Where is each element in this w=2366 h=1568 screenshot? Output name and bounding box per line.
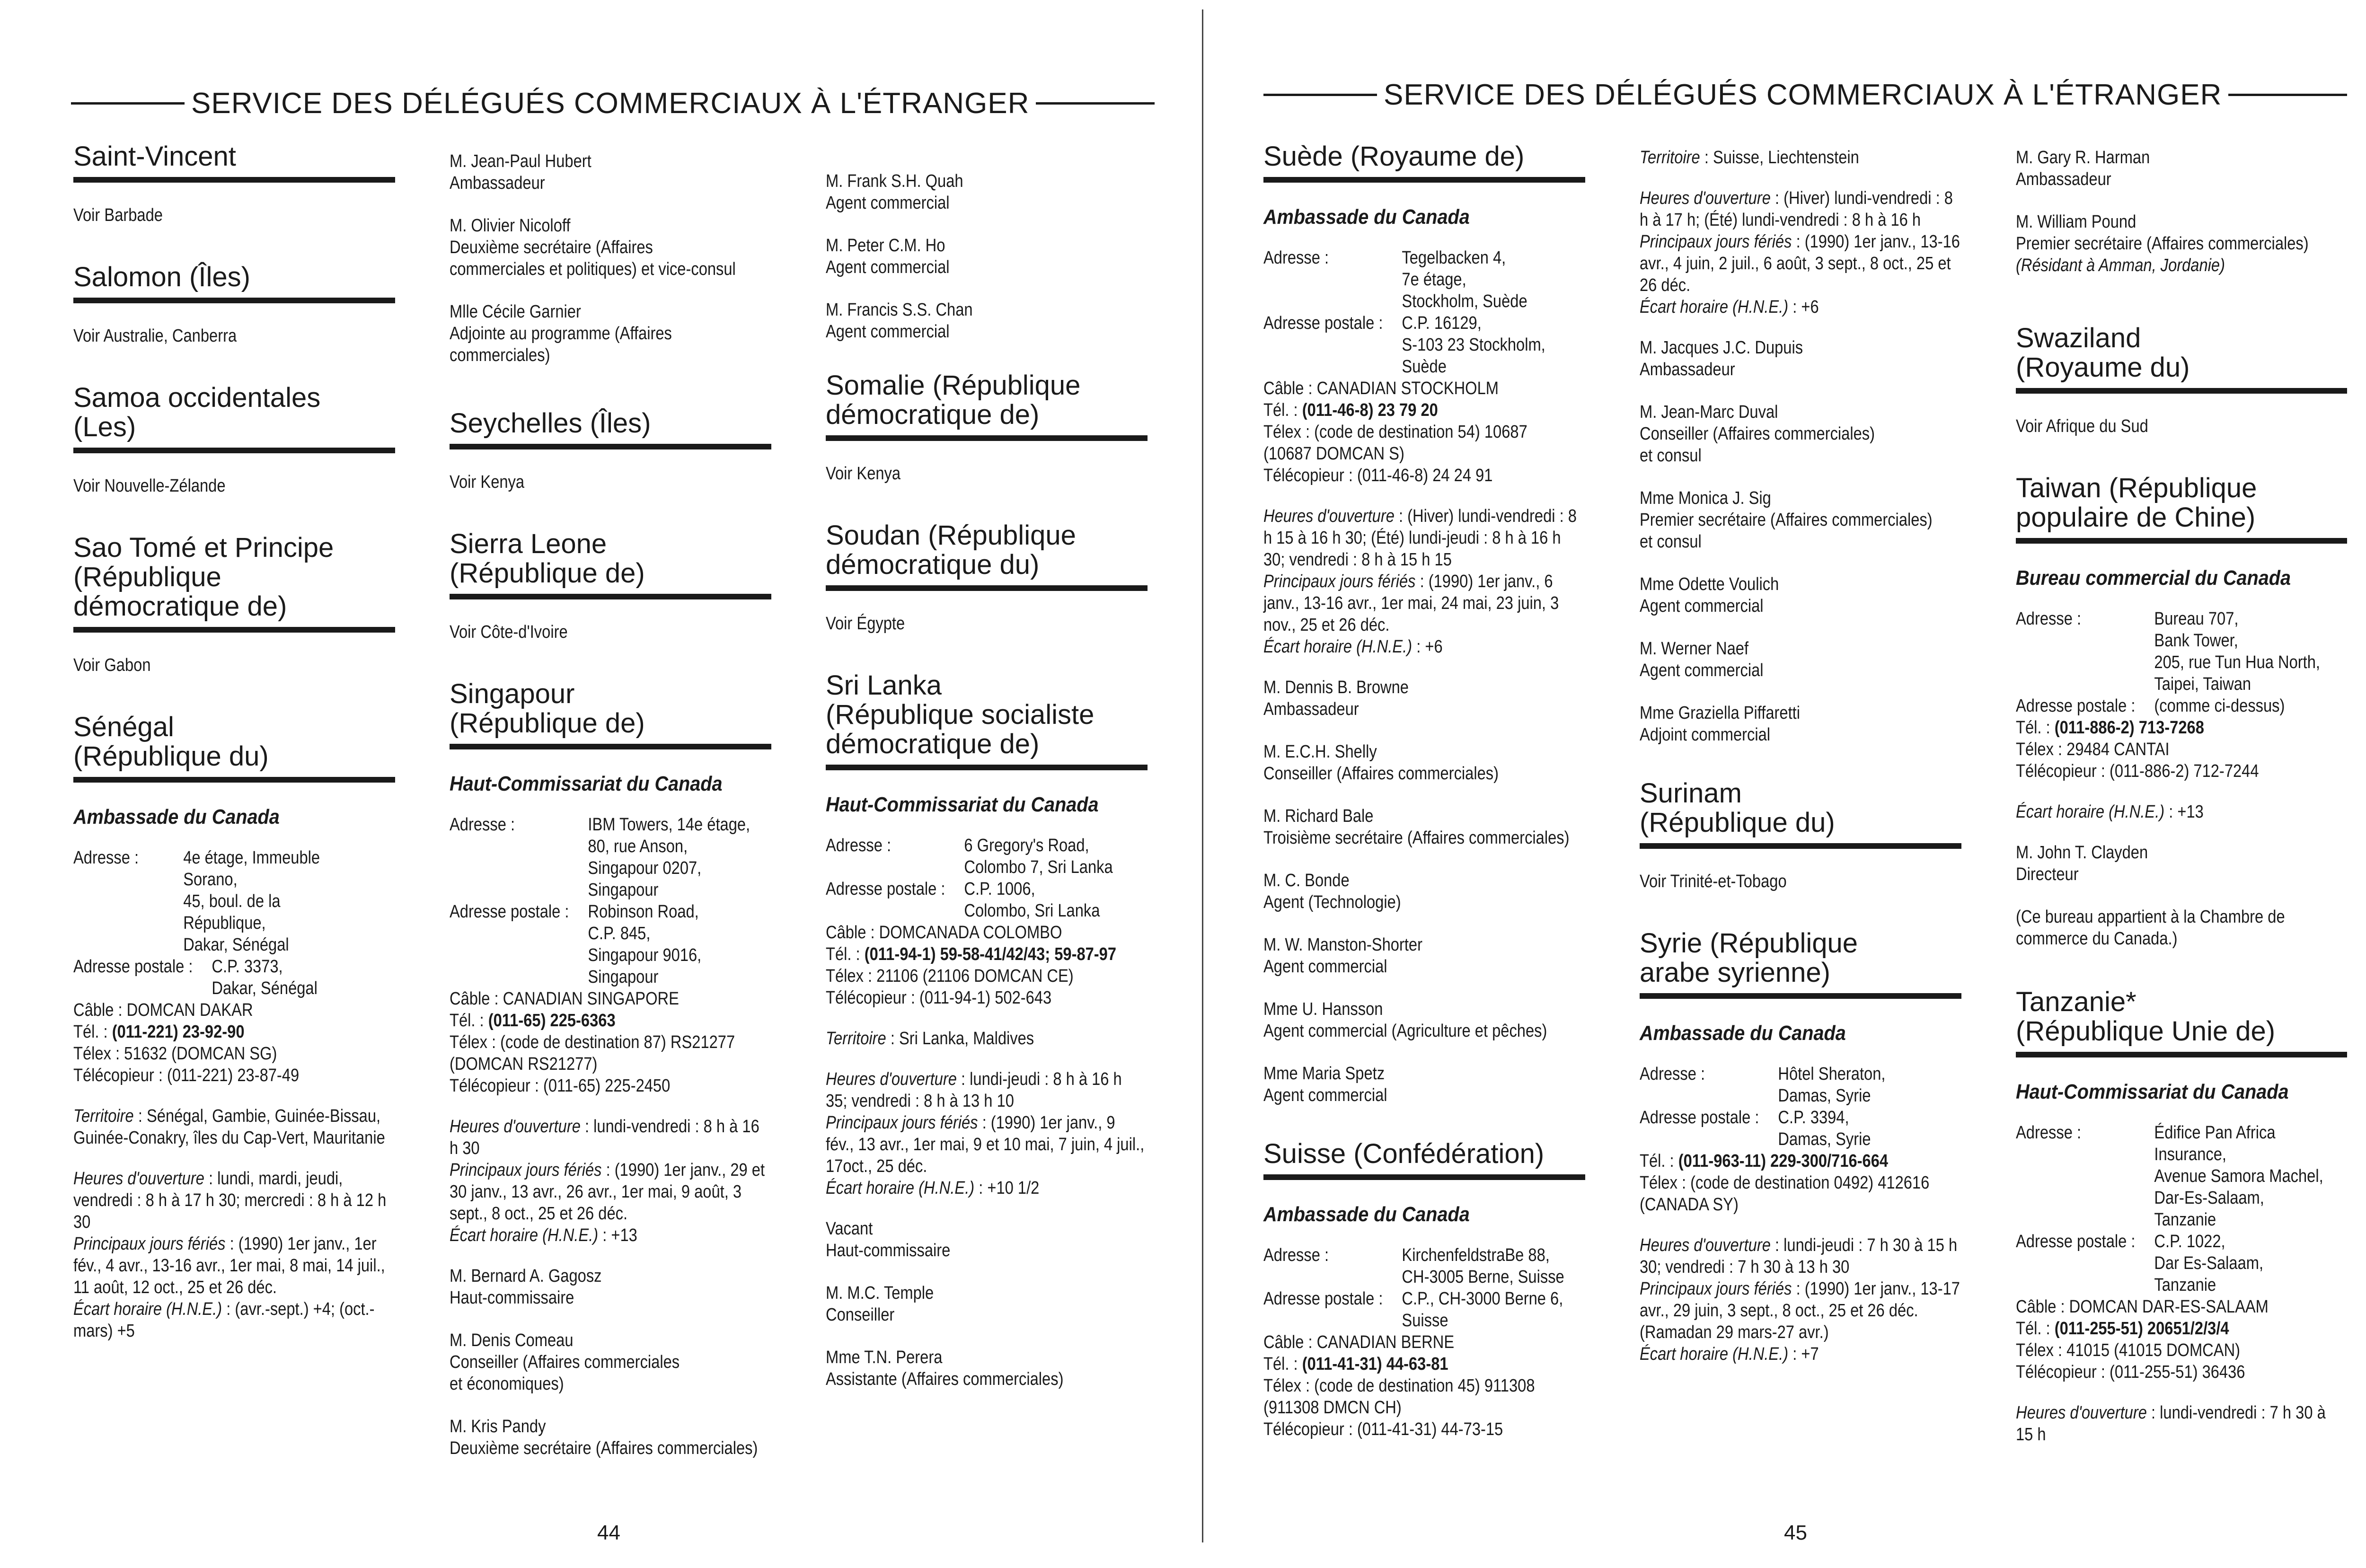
country-reference: Voir Australie, Canberra xyxy=(73,326,237,346)
fax-line: Télécopieur : (011-255-51) 36436 xyxy=(2016,1362,2245,1382)
staff-entry: Mme Monica J. Sig Premier secrétaire (Affaires commerciales) et consul xyxy=(1640,488,1933,552)
field-value: : Sri Lanka, Maldives xyxy=(886,1029,1034,1048)
title-line: démocratique de) xyxy=(73,591,287,622)
fax-line: Télécopieur : (011-46-8) 24 24 91 xyxy=(1263,466,1493,485)
title-line: (République Unie de) xyxy=(2016,1016,2276,1047)
field-label: Tél. : xyxy=(73,1022,112,1042)
field-label: Tél. : xyxy=(1263,1354,1302,1374)
staff-entry: Mme Odette Voulich Agent commercial xyxy=(1640,574,1779,616)
timezone-para xyxy=(450,1224,770,1246)
field-label: Heures d'ouverture xyxy=(2016,1403,2147,1423)
field-label: Adresse : xyxy=(73,848,139,868)
address-row xyxy=(1263,1244,1584,1288)
country-title xyxy=(73,533,395,633)
field-value: : +7 xyxy=(1788,1344,1819,1364)
field-label: Adresse : xyxy=(1263,1245,1329,1265)
title-line: Singapour xyxy=(450,678,575,709)
address-value: Hôtel Sheraton, Damas, Syrie xyxy=(1778,1064,1886,1106)
postal-row xyxy=(2016,695,2346,717)
staff-entry: Mme Maria Spetz Agent commercial xyxy=(1263,1064,1387,1105)
tel-value: (011-94-1) 59-58-41/42/43; 59-87-97 xyxy=(864,944,1117,964)
staff-entry: M. William Pound Premier secrétaire (Affaires commerciales) xyxy=(2016,212,2309,254)
postal-row xyxy=(2016,1231,2346,1296)
country-title xyxy=(826,521,1148,591)
postal-value: C.P. 16129, S-103 23 Stockholm, Suède xyxy=(1402,313,1545,377)
office-name: Ambassade du Canada xyxy=(73,805,280,828)
tel-value: (011-41-31) 44-63-81 xyxy=(1302,1354,1448,1374)
field-label: Heures d'ouverture xyxy=(1263,506,1395,526)
country-title xyxy=(1640,929,1961,999)
field-value: : +13 xyxy=(2164,802,2204,822)
field-value: : (Hiver) lundi-vendredi : 8 h à 17 h; (Été) lundi-vendredi : 8 h à 16 h xyxy=(1640,188,1953,230)
staff-entry: M. Dennis B. Browne Ambassadeur xyxy=(1263,678,1409,719)
title-line: (Les) xyxy=(73,412,136,442)
title-line: Somalie (République xyxy=(826,370,1081,401)
title-line: (République de) xyxy=(450,558,645,589)
page-number: 44 xyxy=(597,1521,620,1544)
field-value: : lundi-vendredi : 8 h à 16 h 30 xyxy=(450,1117,759,1158)
field-value: : (avr.-sept.) +4; (oct.-mars) +5 xyxy=(73,1299,375,1341)
holidays-para xyxy=(1263,571,1584,636)
field-value: : (Hiver) lundi-vendredi : 8 h 15 à 16 h 30; (Été) lundi-jeudi : 8 h à 16 h 30; vendredi : 8 h à 15 h 15 xyxy=(1263,506,1577,570)
timezone-para xyxy=(2016,801,2346,823)
cable-line: Câble : DOMCAN DAKAR xyxy=(73,1000,253,1020)
staff-entry: Mme U. Hansson Agent commercial (Agriculture et pêches) xyxy=(1263,999,1547,1041)
staff-entry: M. Bernard A. Gagosz Haut-commissaire xyxy=(450,1266,602,1308)
staff-entry: M. Jean-Paul Hubert Ambassadeur xyxy=(450,151,592,193)
column-2 xyxy=(1640,147,1961,1384)
country-reference: Voir Afrique du Sud xyxy=(2016,416,2148,436)
title-line: Tanzanie* xyxy=(2016,987,2136,1017)
title-line: Soudan (République xyxy=(826,520,1076,551)
page-header xyxy=(1263,76,2347,114)
field-label: Adresse : xyxy=(450,815,515,835)
country-reference: Voir Kenya xyxy=(450,472,525,492)
hours-para xyxy=(1640,1234,1960,1278)
header-rule-right xyxy=(1036,102,1155,105)
field-label: Heures d'ouverture xyxy=(450,1117,581,1136)
tel-line xyxy=(2016,717,2346,739)
title-line: Sierra Leone xyxy=(450,529,607,559)
field-label: Heures d'ouverture xyxy=(1640,1235,1771,1255)
field-value: : (1990) 1er janv., 6 janv., 13-16 avr., 1er mai, 24 mai, 23 juin, 3 nov., 25 et 26 déc. xyxy=(1263,572,1559,635)
staff-entry: Mme Graziella Piffaretti Adjoint commercial xyxy=(1640,703,1801,745)
field-label: Écart horaire (H.N.E.) xyxy=(2016,802,2165,822)
address-row xyxy=(450,814,770,901)
title-line: Surinam xyxy=(1640,778,1742,809)
title-line: Sri Lanka xyxy=(826,670,942,701)
title-line: Samoa occidentales xyxy=(73,382,321,413)
office-name: Ambassade du Canada xyxy=(1640,1022,1846,1045)
title-line: Swaziland xyxy=(2016,323,2141,353)
field-value: : lundi, mardi, jeudi, vendredi : 8 h à 17 h 30; mercredi : 8 h à 12 h 30 xyxy=(73,1169,387,1232)
page-number: 45 xyxy=(1784,1521,1807,1544)
staff-entry: M. Jean-Marc Duval Conseiller (Affaires commerciales) et consul xyxy=(1640,402,1875,466)
postal-value: C.P. 3394, Damas, Syrie xyxy=(1778,1108,1871,1149)
staff-entry: Vacant Haut-commissaire xyxy=(826,1219,951,1260)
address-value: 4e étage, Immeuble Sorano, 45, boul. de la République, Dakar, Sénégal xyxy=(183,848,320,955)
field-label: Écart horaire (H.N.E.) xyxy=(1640,297,1789,317)
column-1 xyxy=(1263,142,1585,1440)
field-label: Principaux jours fériés xyxy=(1640,1279,1792,1299)
holidays-para xyxy=(73,1233,394,1298)
column-2 xyxy=(450,150,771,1480)
country-title xyxy=(1640,779,1961,849)
field-value: : lundi-jeudi : 7 h 30 à 15 h 30; vendredi : 7 h 30 à 13 h 30 xyxy=(1640,1235,1958,1277)
address-value: 6 Gregory's Road, Colombo 7, Sri Lanka xyxy=(964,836,1113,877)
field-label: Territoire xyxy=(73,1106,134,1126)
title-line: démocratique de) xyxy=(826,399,1040,430)
tel-value: (011-886-2) 713-7268 xyxy=(2054,718,2204,738)
field-label: Adresse : xyxy=(1263,248,1329,268)
field-label: Tél. : xyxy=(2016,718,2055,738)
country-reference: Voir Barbade xyxy=(73,205,163,225)
postal-row xyxy=(1263,312,1584,378)
country-reference: Voir Gabon xyxy=(73,655,151,675)
title-line: démocratique du) xyxy=(826,549,1040,580)
field-label: Principaux jours fériés xyxy=(1263,572,1416,591)
fax-line: Télécopieur : (011-886-2) 712-7244 xyxy=(2016,761,2259,781)
staff-entry: M. Jacques J.C. Dupuis Ambassadeur xyxy=(1640,338,1803,379)
cable-line: Câble : CANADIAN SINGAPORE xyxy=(450,989,679,1009)
field-value: : (1990) 1er janv., 1er fév., 4 avr., 13-16 avr., 1er mai, 8 mai, 14 juil., 11 août, 12 oct., 25 et 26 déc. xyxy=(73,1234,385,1297)
staff-entry: M. W. Manston-Shorter Agent commercial xyxy=(1263,935,1422,977)
territory-para xyxy=(73,1105,394,1149)
tel-line xyxy=(826,943,1147,965)
field-label: Adresse postale : xyxy=(2016,696,2136,716)
country-title: Seychelles (Îles) xyxy=(450,409,771,449)
office-name: Ambassade du Canada xyxy=(1263,1203,1470,1226)
field-value: : +13 xyxy=(598,1225,637,1245)
title-line: (République du) xyxy=(73,741,269,772)
column-3 xyxy=(2016,147,2347,1464)
territory-para xyxy=(1640,147,1960,168)
column-1 xyxy=(73,142,395,1361)
staff-entry: M. John T. Clayden Directeur xyxy=(2016,843,2148,884)
territory-para xyxy=(826,1028,1147,1049)
address-value: Bureau 707, Bank Tower, 205, rue Tun Hua North, Taipei, Taiwan xyxy=(2154,609,2321,694)
address-value: KirchenfeldstraBe 88, CH-3005 Berne, Suisse xyxy=(1402,1245,1564,1287)
field-label: Adresse : xyxy=(2016,609,2082,629)
telex-line: Télex : 41015 (41015 DOMCAN) xyxy=(2016,1340,2241,1360)
field-label: Adresse postale : xyxy=(1263,313,1383,333)
field-value: : (1990) 1er janv., 9 fév., 13 avr., 1er mai, 9 et 10 mai, 7 juin, 4 juil., 17oct., 25 déc. xyxy=(826,1113,1145,1176)
field-label: Principaux jours fériés xyxy=(450,1160,602,1180)
country-title: Suède (Royaume de) xyxy=(1263,142,1585,183)
office-name: Haut-Commissariat du Canada xyxy=(826,793,1099,816)
tel-line xyxy=(2016,1318,2346,1339)
tel-line xyxy=(73,1021,394,1043)
country-title xyxy=(826,671,1148,770)
page-header xyxy=(71,84,1155,122)
country-title: Salomon (Îles) xyxy=(73,263,395,303)
title-line: Syrie (République xyxy=(1640,928,1858,959)
staff-entry: M. Denis Comeau Conseiller (Affaires commerciales et économiques) xyxy=(450,1330,680,1394)
postal-row xyxy=(1640,1107,1960,1150)
telex-line: Télex : (code de destination 87) RS21277 (DOMCAN RS21277) xyxy=(450,1032,735,1074)
staff-entry: M. Olivier Nicoloff Deuxième secrétaire (Affaires commerciales et politiques) et vice-consul xyxy=(450,216,736,279)
fax-line: Télécopieur : (011-94-1) 502-643 xyxy=(826,988,1052,1008)
country-title xyxy=(450,679,771,749)
field-label: Adresse postale : xyxy=(1263,1289,1383,1309)
field-label: Adresse : xyxy=(826,836,892,855)
field-value: : lundi-vendredi : 7 h 30 à 15 h xyxy=(2016,1403,2326,1445)
telex-line: Télex : (code de destination 54) 10687 (10687 DOMCAN S) xyxy=(1263,422,1527,464)
title-line: démocratique de) xyxy=(826,729,1040,759)
resident-note: (Résidant à Amman, Jordanie) xyxy=(2016,255,2225,275)
country-reference: Voir Côte-d'Ivoire xyxy=(450,622,568,642)
postal-value: C.P. 1006, Colombo, Sri Lanka xyxy=(964,879,1100,921)
fax-line: Télécopieur : (011-65) 225-2450 xyxy=(450,1076,671,1096)
holidays-para xyxy=(826,1112,1147,1177)
field-label: Écart horaire (H.N.E.) xyxy=(450,1225,599,1245)
address-row xyxy=(2016,1122,2346,1231)
field-label: Adresse postale : xyxy=(73,957,193,977)
address-row xyxy=(1640,1063,1960,1107)
tel-value: (011-221) 23-92-90 xyxy=(112,1022,245,1042)
field-label: Adresse postale : xyxy=(1640,1108,1759,1128)
title-line: (République socialiste xyxy=(826,699,1095,730)
title-line: Sao Tomé et Principe xyxy=(73,532,334,563)
header-rule-right xyxy=(2228,94,2347,96)
office-name: Bureau commercial du Canada xyxy=(2016,566,2291,590)
staff-entry: M. Gary R. Harman Ambassadeur xyxy=(2016,148,2150,189)
field-label: Principaux jours fériés xyxy=(1640,232,1792,252)
staff-entry: M. Werner Naef Agent commercial xyxy=(1640,639,1764,680)
address-value: Tegelbacken 4, 7e étage, Stockholm, Suède xyxy=(1402,248,1527,311)
country-reference: Voir Trinité-et-Tobago xyxy=(1640,872,1787,891)
country-title xyxy=(73,713,395,783)
fax-line: Télécopieur : (011-221) 23-87-49 xyxy=(73,1066,300,1085)
header-title: SERVICE DES DÉLÉGUÉS COMMERCIAUX À L'ÉTRANGER xyxy=(191,87,1030,120)
staff-entry: M. Kris Pandy Deuxième secrétaire (Affaires commerciales) xyxy=(450,1417,758,1458)
timezone-para xyxy=(1640,1343,1960,1365)
hours-para xyxy=(2016,1402,2346,1445)
field-label: Principaux jours fériés xyxy=(73,1234,226,1254)
hours-para xyxy=(826,1068,1147,1112)
timezone-para xyxy=(826,1177,1147,1199)
cable-line: Câble : DOMCAN DAR-ES-SALAAM xyxy=(2016,1297,2269,1317)
holidays-para xyxy=(1640,231,1960,296)
country-title xyxy=(2016,987,2347,1057)
office-note: (Ce bureau appartient à la Chambre de commerce du Canada.) xyxy=(2016,907,2285,949)
field-label: Tél. : xyxy=(2016,1319,2055,1339)
holidays-para xyxy=(1640,1278,1960,1343)
timezone-para xyxy=(1263,636,1584,658)
field-value: : +6 xyxy=(1412,637,1443,657)
postal-row xyxy=(73,956,394,999)
country-title xyxy=(450,529,771,599)
tel-value: (011-65) 225-6363 xyxy=(488,1011,616,1031)
cable-line: Câble : DOMCANADA COLOMBO xyxy=(826,923,1062,943)
postal-value: C.P. 3373, Dakar, Sénégal xyxy=(212,957,318,998)
field-value: : +10 1/2 xyxy=(974,1178,1040,1198)
country-reference: Voir Égypte xyxy=(826,614,905,634)
country-title: Suisse (Confédération) xyxy=(1263,1139,1585,1180)
field-value: : (1990) 1er janv., 13-16 avr., 4 juin, 2 juil., 6 août, 3 sept., 8 oct., 25 et 26 déc. xyxy=(1640,232,1960,295)
header-rule-left xyxy=(71,102,185,105)
telex-line: Télex : 21106 (21106 DOMCAN CE) xyxy=(826,966,1074,986)
staff-entry: Mme T.N. Perera Assistante (Affaires commerciales) xyxy=(826,1348,1064,1389)
field-label: Adresse postale : xyxy=(826,879,945,899)
field-label: Écart horaire (H.N.E.) xyxy=(1263,637,1413,657)
office-name: Haut-Commissariat du Canada xyxy=(2016,1080,2289,1103)
field-value: : Suisse, Liechtenstein xyxy=(1700,148,1859,167)
staff-entry: M. C. Bonde Agent (Technologie) xyxy=(1263,871,1401,912)
country-title: Saint-Vincent xyxy=(73,142,395,183)
address-value: IBM Towers, 14e étage, 80, rue Anson, Singapour 0207, Singapour xyxy=(588,815,750,900)
field-value: : (1990) 1er janv., 29 et 30 janv., 13 avr., 26 avr., 1er mai, 9 août, 3 sept., 8 oct., 25 et 26 déc. xyxy=(450,1160,765,1224)
title-line: (République xyxy=(73,562,221,592)
address-row xyxy=(73,847,394,956)
field-value: : Sénégal, Gambie, Guinée-Bissau, Guinée-Conakry, îles du Cap-Vert, Mauritanie xyxy=(73,1106,385,1148)
hours-para xyxy=(1263,505,1584,571)
field-label: Écart horaire (H.N.E.) xyxy=(73,1299,222,1319)
country-reference: Voir Nouvelle-Zélande xyxy=(73,476,226,496)
title-line: Taiwan (République xyxy=(2016,473,2257,503)
country-reference: Voir Kenya xyxy=(826,464,901,484)
title-line: (République du) xyxy=(1640,807,1835,838)
timezone-para xyxy=(1640,296,1960,318)
timezone-para xyxy=(73,1298,394,1342)
postal-value: Robinson Road, C.P. 845, Singapour 9016, Singapour xyxy=(588,902,702,987)
field-label: Adresse postale : xyxy=(450,902,569,922)
field-label: Adresse postale : xyxy=(2016,1232,2136,1251)
field-label: Tél. : xyxy=(1263,400,1302,420)
staff-entry: M. Francis S.S. Chan Agent commercial xyxy=(826,300,973,342)
field-label: Tél. : xyxy=(826,944,865,964)
staff-entry: M. E.C.H. Shelly Conseiller (Affaires commerciales) xyxy=(1263,742,1499,784)
address-row xyxy=(1263,247,1584,312)
tel-line xyxy=(450,1010,770,1031)
telex-line: Télex : 51632 (DOMCAN SG) xyxy=(73,1044,277,1064)
country-title xyxy=(2016,474,2347,544)
tel-value: (011-255-51) 20651/2/3/4 xyxy=(2054,1319,2229,1339)
field-label: Territoire xyxy=(1640,148,1700,167)
staff-entry: Mlle Cécile Garnier Adjointe au programme (Affaires commerciales) xyxy=(450,302,672,365)
header-title: SERVICE DES DÉLÉGUÉS COMMERCIAUX À L'ÉTRANGER xyxy=(1384,78,2222,111)
hours-para xyxy=(450,1116,770,1159)
office-name: Haut-Commissariat du Canada xyxy=(450,772,723,795)
country-title xyxy=(2016,324,2347,394)
postal-row xyxy=(450,901,770,988)
title-line: (Royaume du) xyxy=(2016,352,2190,383)
telex-line: Télex : (code de destination 0492) 412616 (CANADA SY) xyxy=(1640,1173,1930,1215)
address-row xyxy=(826,835,1147,878)
cable-line: Câble : CANADIAN BERNE xyxy=(1263,1332,1455,1352)
staff-entry: M. Frank S.H. Quah Agent commercial xyxy=(826,171,963,213)
country-title xyxy=(73,383,395,453)
country-title xyxy=(826,371,1148,441)
tel-line xyxy=(1263,399,1584,421)
holidays-para xyxy=(450,1159,770,1224)
header-rule-left xyxy=(1263,94,1377,96)
telex-line: Télex : 29484 CANTAI xyxy=(2016,740,2170,759)
field-label: Heures d'ouverture xyxy=(73,1169,204,1189)
field-label: Écart horaire (H.N.E.) xyxy=(1640,1344,1789,1364)
staff-entry: M. Peter C.M. Ho Agent commercial xyxy=(826,236,950,277)
field-label: Tél. : xyxy=(1640,1151,1678,1171)
address-row xyxy=(2016,608,2346,695)
tel-line xyxy=(1640,1150,1960,1172)
title-line: populaire de Chine) xyxy=(2016,502,2256,533)
column-3 xyxy=(826,170,1148,1411)
field-label: Adresse : xyxy=(1640,1064,1705,1084)
page-45 xyxy=(1192,0,2366,1568)
title-line: Sénégal xyxy=(73,712,174,742)
postal-value: (comme ci-dessus) xyxy=(2154,696,2285,716)
title-line: arabe syrienne) xyxy=(1640,957,1830,988)
field-label: Écart horaire (H.N.E.) xyxy=(826,1178,975,1198)
field-label: Heures d'ouverture xyxy=(826,1069,957,1089)
field-label: Tél. : xyxy=(450,1011,488,1031)
staff-entry: M. Richard Bale Troisième secrétaire (Affaires commerciales) xyxy=(1263,806,1570,848)
office-name: Ambassade du Canada xyxy=(1263,205,1470,229)
hours-para xyxy=(1640,187,1960,231)
address-value: Édifice Pan Africa Insurance, Avenue Samora Machel, Dar-Es-Salaam, Tanzanie xyxy=(2154,1123,2323,1230)
tel-value: (011-963-11) 229-300/716-664 xyxy=(1678,1151,1889,1171)
postal-value: C.P., CH-3000 Berne 6, Suisse xyxy=(1402,1289,1563,1330)
postal-row xyxy=(826,878,1147,922)
field-label: Heures d'ouverture xyxy=(1640,188,1771,208)
hours-para xyxy=(73,1168,394,1233)
field-value: : lundi-jeudi : 8 h à 16 h 35; vendredi : 8 h à 13 h 10 xyxy=(826,1069,1122,1111)
field-label: Territoire xyxy=(826,1029,886,1048)
title-line: (République de) xyxy=(450,708,645,739)
tel-line xyxy=(1263,1353,1584,1375)
field-value: : (1990) 1er janv., 13-17 avr., 29 juin, 3 sept., 8 oct., 25 et 26 déc. (Ramadan 29 mars-27 avr.) xyxy=(1640,1279,1960,1342)
field-value: : +6 xyxy=(1788,297,1819,317)
fax-line: Télécopieur : (011-41-31) 44-73-15 xyxy=(1263,1419,1503,1439)
tel-value: (011-46-8) 23 79 20 xyxy=(1302,400,1438,420)
field-label: Adresse : xyxy=(2016,1123,2082,1143)
staff-entry: M. M.C. Temple Conseiller xyxy=(826,1283,934,1325)
telex-line: Télex : (code de destination 45) 911308 (911308 DMCN CH) xyxy=(1263,1376,1535,1418)
field-label: Principaux jours fériés xyxy=(826,1113,978,1133)
cable-line: Câble : CANADIAN STOCKHOLM xyxy=(1263,379,1499,398)
postal-value: C.P. 1022, Dar Es-Salaam, Tanzanie xyxy=(2154,1232,2264,1295)
postal-row xyxy=(1263,1288,1584,1331)
